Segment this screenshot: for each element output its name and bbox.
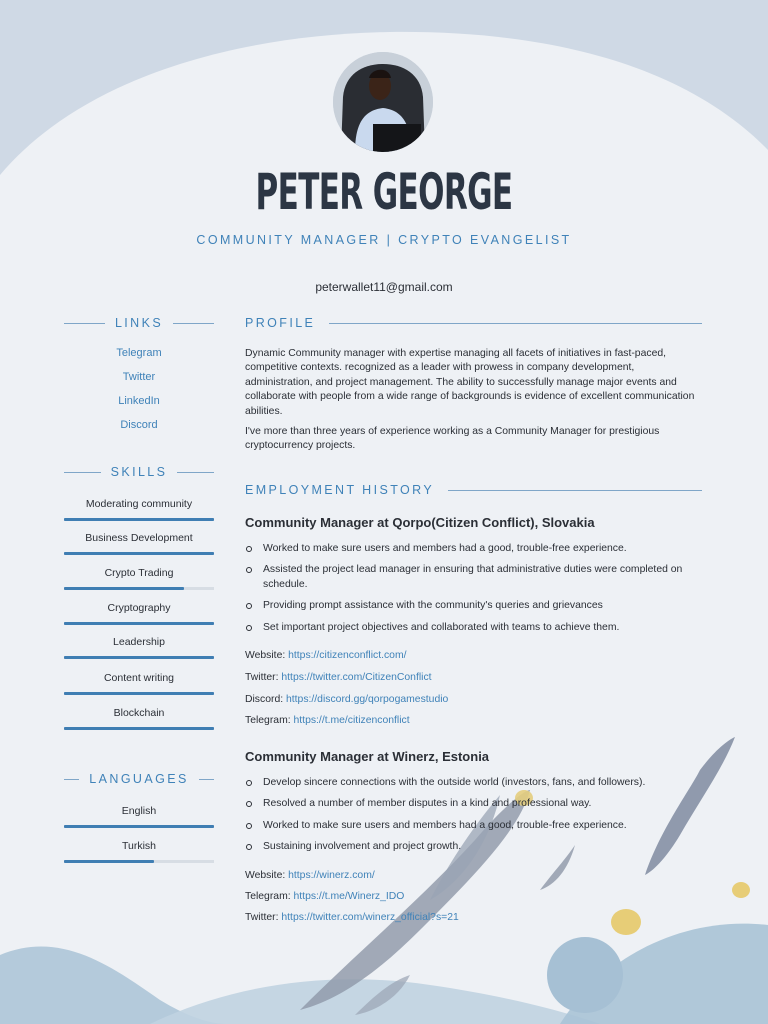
job-title: Community Manager at Winerz, Estonia xyxy=(245,749,490,764)
skill-item xyxy=(64,635,214,659)
skill-label: Business Development xyxy=(85,532,193,544)
link-discord[interactable]: Discord xyxy=(120,419,158,431)
skills-heading: SKILLS xyxy=(64,464,214,480)
list-item: Develop sincere connections with the outside world (investors, fans, and followers). xyxy=(245,776,705,790)
list-item: Worked to make sure users and members had a good, trouble-free experience. xyxy=(245,819,705,833)
contact-line: Website: https://winerz.com/ xyxy=(245,870,375,881)
language-bar xyxy=(64,825,214,828)
job-title: Community Manager at Qorpo(Citizen Conflict), Slovakia xyxy=(245,515,595,530)
list-item: Worked to make sure users and members had a good, trouble-free experience. xyxy=(245,542,705,556)
link-twitter[interactable]: Twitter xyxy=(122,371,156,383)
language-bar-fill xyxy=(64,860,154,863)
divider xyxy=(64,472,101,473)
contact-line: Twitter: https://twitter.com/winerz_official?s=21 xyxy=(245,912,459,923)
contact-line: Telegram: https://t.me/Winerz_IDO xyxy=(245,891,405,902)
link-telegram[interactable]: Telegram xyxy=(116,347,162,359)
list-item: Sustaining involvement and project growth. xyxy=(245,840,705,854)
language-item xyxy=(64,804,214,828)
list-item: Resolved a number of member disputes in a kind and professional way. xyxy=(245,797,705,811)
profile-summary xyxy=(245,347,700,454)
link-linkedin[interactable]: LinkedIn xyxy=(118,395,160,407)
job-bullets xyxy=(245,542,705,642)
skill-bar xyxy=(64,727,214,730)
skill-label: Blockchain xyxy=(113,707,165,719)
contact-line: Twitter: https://twitter.com/CitizenConflict xyxy=(245,672,432,683)
skill-bar xyxy=(64,656,214,659)
divider xyxy=(329,323,702,324)
contact-line: Website: https://citizenconflict.com/ xyxy=(245,650,407,661)
skill-item xyxy=(64,671,214,695)
email-address[interactable]: peterwallet11@gmail.com xyxy=(315,280,453,294)
contact-line: Telegram: https://t.me/citizenconflict xyxy=(245,715,410,726)
skill-bar xyxy=(64,622,214,625)
website-link[interactable]: https://winerz.com/ xyxy=(288,870,375,881)
twitter-link[interactable]: https://twitter.com/CitizenConflict xyxy=(281,672,432,683)
divider xyxy=(448,490,702,491)
skill-item xyxy=(64,706,214,730)
skill-bar-fill xyxy=(64,656,214,659)
skill-item xyxy=(64,601,214,625)
skill-bar-fill xyxy=(64,587,184,590)
skill-bar xyxy=(64,518,214,521)
skill-bar xyxy=(64,552,214,555)
divider xyxy=(199,779,214,780)
language-item xyxy=(64,839,214,863)
person-avatar-icon xyxy=(333,52,433,152)
profile-heading: PROFILE xyxy=(245,315,702,331)
skill-bar-fill xyxy=(64,692,214,695)
skill-label: Cryptography xyxy=(107,602,171,614)
language-label: English xyxy=(121,805,157,817)
profile-photo xyxy=(333,52,433,152)
twitter-link[interactable]: https://twitter.com/winerz_official?s=21 xyxy=(281,912,459,923)
skill-label: Crypto Trading xyxy=(104,567,174,579)
divider xyxy=(177,472,214,473)
links-heading: LINKS xyxy=(64,315,214,331)
employment-heading: EMPLOYMENT HISTORY xyxy=(245,482,702,498)
website-link[interactable]: https://citizenconflict.com/ xyxy=(288,650,407,661)
divider xyxy=(173,323,214,324)
skill-bar-fill xyxy=(64,518,214,521)
divider xyxy=(64,779,79,780)
language-bar-fill xyxy=(64,825,214,828)
languages-heading: LANGUAGES xyxy=(64,771,214,787)
skill-label: Moderating community xyxy=(85,498,193,510)
skill-bar xyxy=(64,692,214,695)
skill-label: Leadership xyxy=(113,636,165,648)
telegram-link[interactable]: https://t.me/citizenconflict xyxy=(293,715,410,726)
skill-bar-fill xyxy=(64,727,214,730)
skill-bar xyxy=(64,587,214,590)
skill-label: Content writing xyxy=(103,672,175,684)
list-item: Set important project objectives and collaborated with teams to achieve them. xyxy=(245,621,705,635)
language-bar xyxy=(64,860,214,863)
telegram-link[interactable]: https://t.me/Winerz_IDO xyxy=(293,891,405,902)
list-item: Providing prompt assistance with the community's queries and grievances xyxy=(245,599,705,613)
discord-link[interactable]: https://discord.gg/qorpogamestudio xyxy=(286,694,449,705)
language-label: Turkish xyxy=(121,840,157,852)
divider xyxy=(64,323,105,324)
profile-paragraph: I've more than three years of experience working as a Community Manager for prestigious cryptocurrency projects. xyxy=(245,426,660,452)
skill-bar-fill xyxy=(64,622,214,625)
job-headline: COMMUNITY MANAGER | CRYPTO EVANGELIST xyxy=(196,233,572,247)
skill-bar-fill xyxy=(64,552,214,555)
skill-item xyxy=(64,566,214,590)
profile-paragraph: Dynamic Community manager with expertise managing all facets of initiatives in fast-paced, competitive contexts. recognized as a leader with prowess in company development, administration, and project management. The ability to successfully manage major events and collaborate with people from a wide range of backgrounds is evidence of excellent communication abilities. xyxy=(245,348,695,417)
list-item: Assisted the project lead manager in ensuring that administrative duties were completed on schedule. xyxy=(245,563,705,592)
skill-item xyxy=(64,531,214,555)
contact-line: Discord: https://discord.gg/qorpogamestudio xyxy=(245,694,449,705)
job-bullets xyxy=(245,776,705,862)
candidate-name: PETER GEORGE xyxy=(255,163,513,221)
skill-item xyxy=(64,497,214,521)
